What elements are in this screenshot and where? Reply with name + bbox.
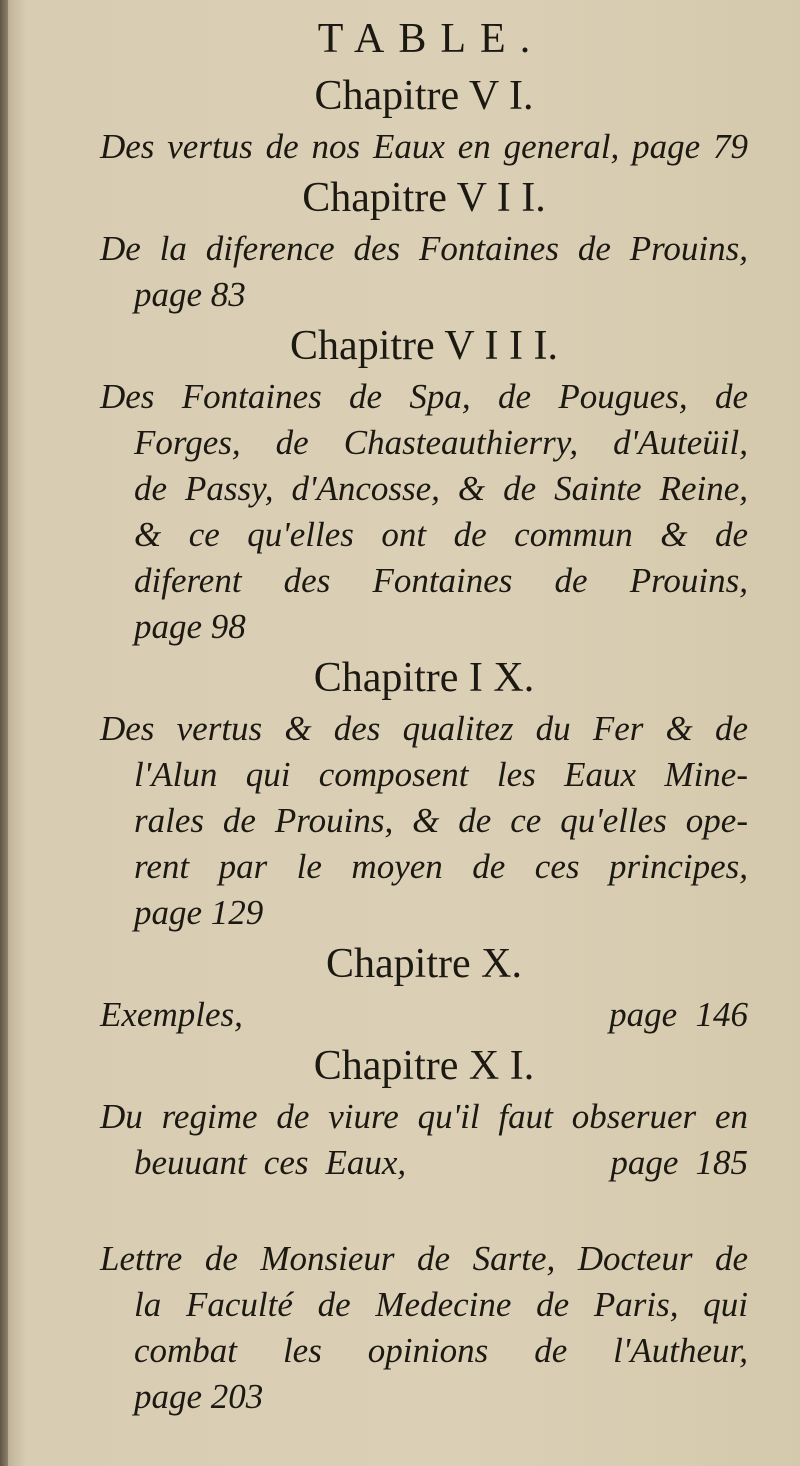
page-gutter-shadow — [0, 0, 8, 1466]
toc-section-10 — [100, 936, 748, 1038]
toc-entry-line: Forges, de Chasteauthierry, d'Auteüil, — [134, 423, 748, 462]
chapter-title: Chapitre V I. — [314, 73, 534, 119]
chapter-title: Chapitre V I I. — [302, 175, 546, 221]
toc-section-8 — [100, 318, 748, 650]
toc-section-9 — [100, 650, 748, 936]
toc-entry-line: & ce qu'elles ont de commun & de — [134, 515, 748, 554]
toc-entry-line: Exemples, page 146 — [100, 995, 748, 1034]
section-spacer — [100, 1186, 748, 1236]
chapter-title: Chapitre X I. — [313, 1043, 535, 1089]
toc-section-6 — [100, 68, 748, 170]
chapter-title: Chapitre X. — [326, 941, 522, 987]
toc-entry-line: beuuant ces Eaux, page 185 — [134, 1143, 748, 1182]
toc-entry-line: Du regime de viure qu'il faut obseruer en — [100, 1097, 748, 1136]
toc-section-7 — [100, 170, 748, 318]
toc-entry-line: l'Alun qui composent les Eaux Mine- — [134, 755, 748, 794]
toc-entry-page: page 203 — [134, 1377, 264, 1416]
chapter-title: Chapitre I X. — [313, 655, 535, 701]
running-head: TABLE. — [317, 16, 545, 62]
toc-entry-line: Des Fontaines de Spa, de Pougues, de — [100, 377, 748, 416]
toc-entry-line: diferent des Fontaines de Prouins, — [134, 561, 748, 600]
toc-entry-line: la Faculté de Medecine de Paris, qui — [134, 1285, 748, 1324]
toc-entry-page: page 129 — [134, 893, 264, 932]
toc-entry-page: page 98 — [134, 607, 246, 646]
toc-entry-line: rales de Prouins, & de ce qu'elles ope- — [134, 801, 748, 840]
toc-entry-line: Des vertus & des qualitez du Fer & de — [100, 709, 748, 748]
toc-section-11 — [100, 1038, 748, 1186]
toc-entry-line: Lettre de Monsieur de Sarte, Docteur de — [100, 1239, 748, 1278]
toc-entry-line: Des vertus de nos Eaux en general, page 79 — [100, 127, 748, 166]
toc-letter-entry — [100, 1236, 748, 1420]
toc-entry-page: page 83 — [134, 275, 246, 314]
toc-entry-line: combat les opinions de l'Autheur, — [134, 1331, 748, 1370]
chapter-title: Chapitre V I I I. — [290, 323, 558, 369]
toc-entry-line: de Passy, d'Ancosse, & de Sainte Reine, — [134, 469, 748, 508]
toc-entry-line: De la diference des Fontaines de Prouins, — [100, 229, 748, 268]
toc-entry-line: rent par le moyen de ces principes, — [134, 847, 748, 886]
